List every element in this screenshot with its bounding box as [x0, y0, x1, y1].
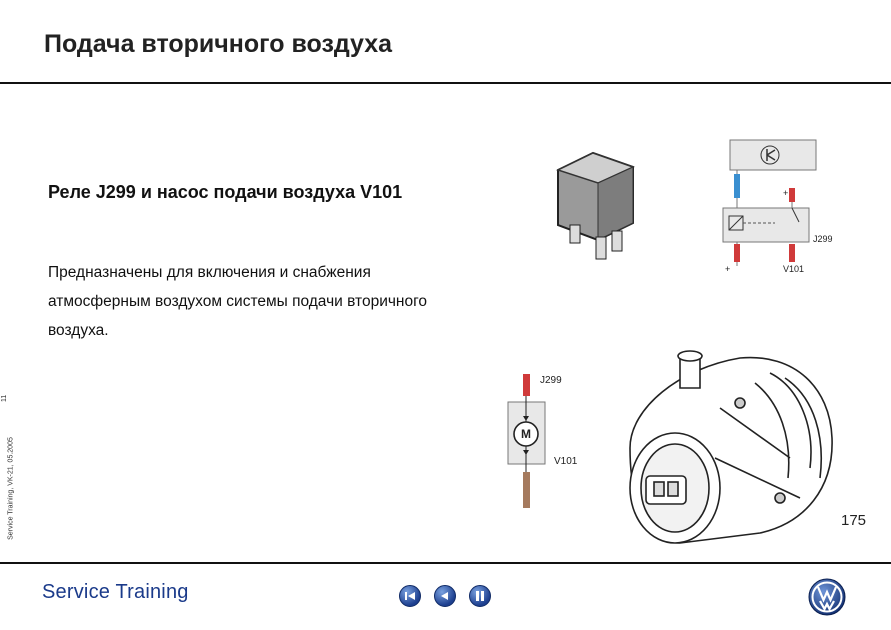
pump-schematic-label: V101 — [783, 264, 805, 274]
plus-top-label: + — [783, 188, 789, 198]
side-label: Service Training, VK-21, 05.2005 — [7, 437, 15, 540]
footer-brand: Service Training — [42, 581, 189, 603]
bottom-divider — [0, 562, 891, 564]
pump-schematic — [500, 368, 595, 516]
relay-image — [548, 145, 644, 265]
relay-schematic-label: J299 — [813, 234, 833, 244]
side-page-number: 11 — [1, 394, 8, 402]
section-heading: Реле J299 и насос подачи воздуха V101 — [48, 182, 403, 202]
pump-image — [620, 348, 840, 550]
pump-motor-label: V101 — [554, 456, 578, 467]
pump-relay-label: J299 — [540, 375, 562, 386]
pause-icon — [470, 586, 490, 606]
nav-pause-button[interactable] — [469, 585, 491, 607]
slide-title: Подача вторичного воздуха — [44, 30, 393, 58]
relay-schematic — [715, 136, 845, 276]
body-text: Предназначены для включения и снабжения атмосферным воздухом системы подачи вторичного воздуха. — [48, 264, 428, 339]
nav-back-button[interactable] — [434, 585, 456, 607]
vw-logo-icon — [808, 578, 846, 616]
back-icon — [435, 586, 455, 606]
skip-to-start-icon — [400, 586, 420, 606]
figure-number: 175 — [841, 512, 867, 529]
top-divider — [0, 82, 891, 84]
plus-bottom-label: + — [725, 264, 731, 274]
motor-letter: M — [521, 427, 531, 441]
nav-first-button[interactable] — [399, 585, 421, 607]
